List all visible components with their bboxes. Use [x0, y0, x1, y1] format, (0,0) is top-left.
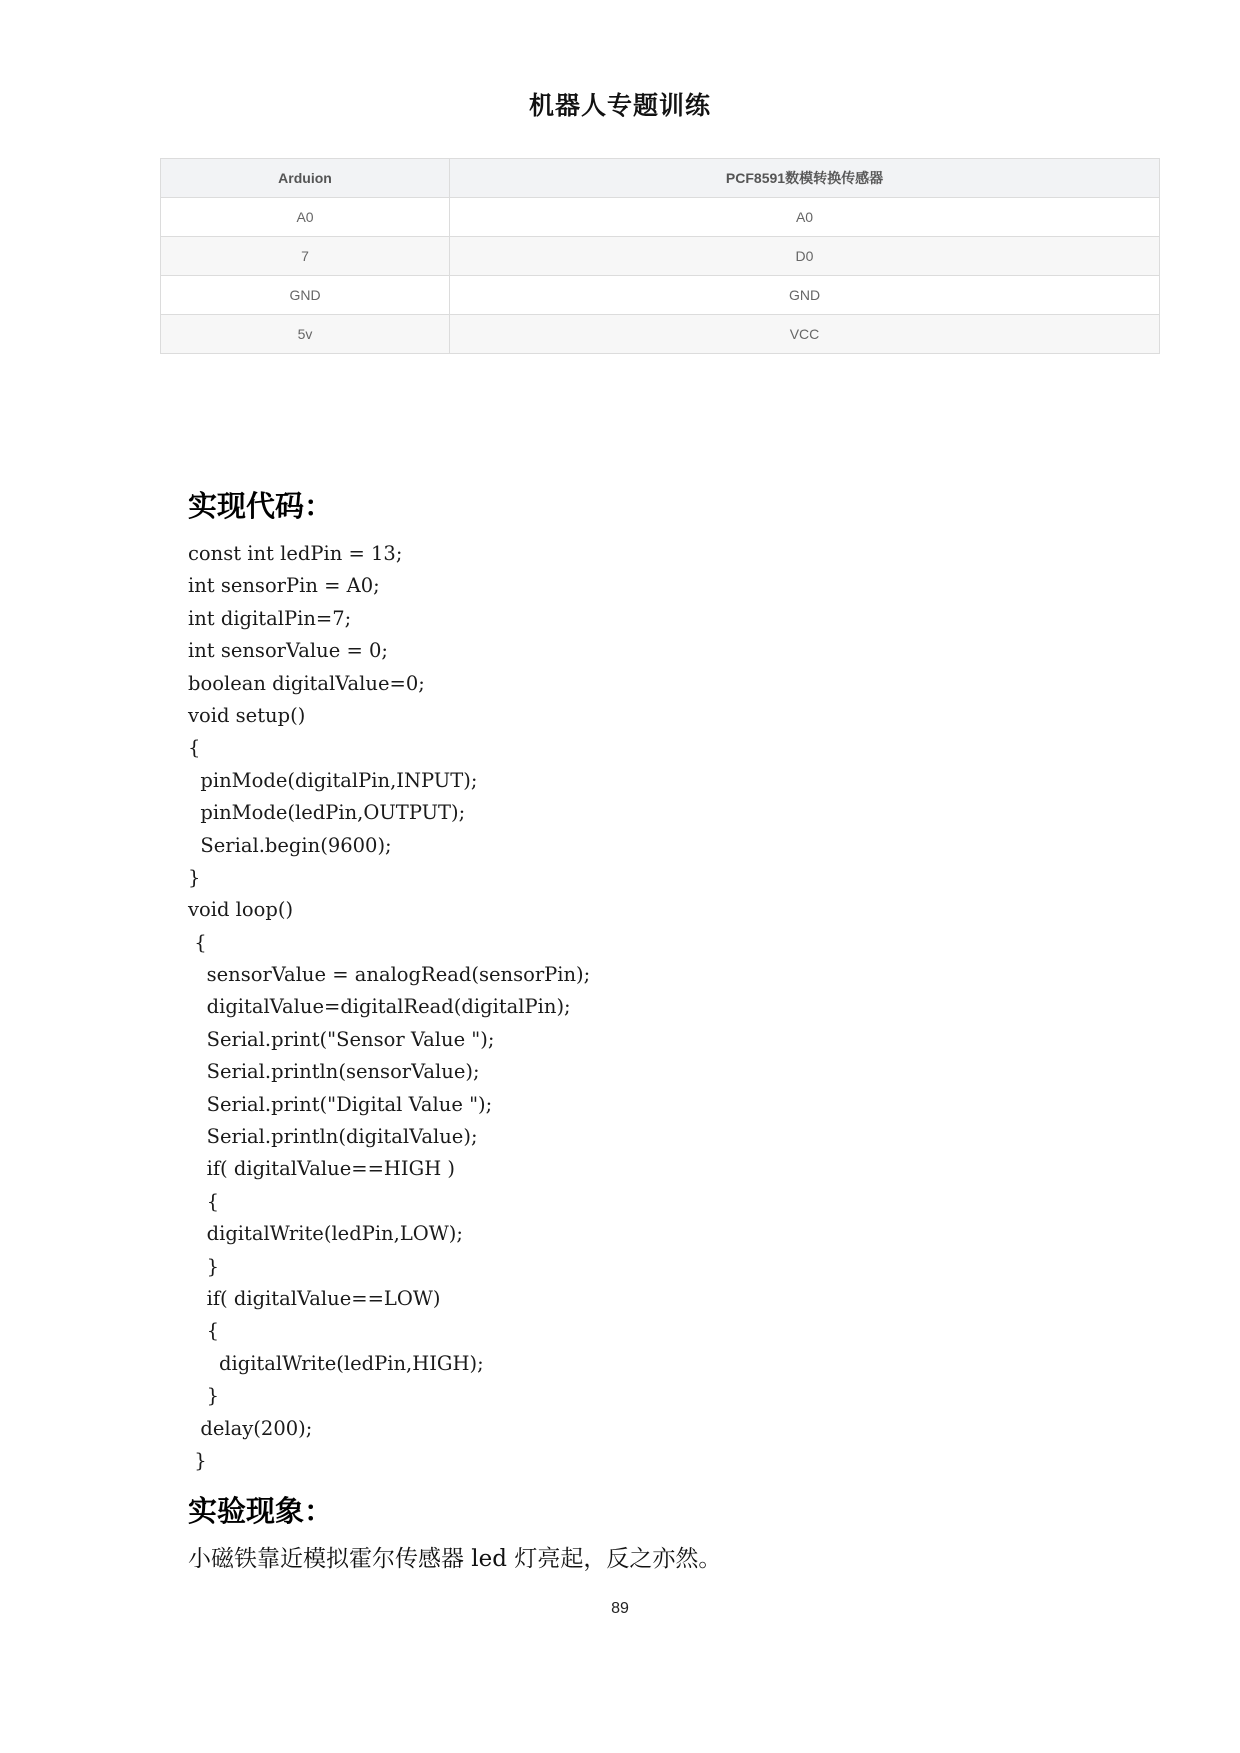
page-number: 89 [611, 1600, 629, 1617]
code-line: Serial.begin(9600); [188, 833, 392, 857]
code-line: int sensorPin = A0; [188, 574, 380, 598]
result-section-heading: 实验现象： [188, 1494, 334, 1528]
code-line: delay(200); [188, 1416, 313, 1440]
table-cell: 7 [161, 237, 450, 276]
code-line: digitalValue=digitalRead(digitalPin); [188, 995, 571, 1019]
code-line: boolean digitalValue=0; [188, 671, 425, 695]
code-line: int digitalPin=7; [188, 606, 352, 630]
table-cell: A0 [161, 198, 450, 237]
code-line: pinMode(digitalPin,INPUT); [188, 768, 478, 792]
code-line: { [188, 930, 207, 954]
code-line: void setup() [188, 703, 306, 727]
page-header-title: 机器人专题训练 [528, 91, 711, 120]
code-line: Serial.println(digitalValue); [188, 1125, 478, 1149]
code-line: } [188, 1448, 207, 1472]
code-line: { [188, 1189, 220, 1213]
table-cell: VCC [450, 315, 1160, 354]
result-description: 小磁铁靠近模拟霍尔传感器 led 灯亮起，反之亦然。 [188, 1546, 722, 1572]
code-line: Serial.print("Sensor Value "); [188, 1027, 495, 1051]
table-row [161, 237, 1160, 276]
code-line: digitalWrite(ledPin,HIGH); [188, 1351, 484, 1375]
code-line: } [188, 1384, 220, 1408]
code-line: if( digitalValue==HIGH ) [188, 1157, 456, 1181]
code-line: } [188, 865, 201, 889]
table-header-arduino: Arduion [161, 159, 450, 198]
table-cell: A0 [450, 198, 1160, 237]
code-line: const int ledPin = 13; [188, 542, 403, 565]
table-cell: 5v [161, 315, 450, 354]
code-section-heading: 实现代码： [188, 489, 334, 523]
code-line: sensorValue = analogRead(sensorPin); [188, 963, 591, 987]
pin-mapping-table [160, 158, 1160, 354]
code-line: int sensorValue = 0; [188, 639, 388, 663]
table-header-sensor: PCF8591数模转换传感器 [450, 159, 1160, 198]
table-row [161, 198, 1160, 237]
table-row [161, 276, 1160, 315]
code-line: Serial.println(sensorValue); [188, 1060, 480, 1084]
table-cell: GND [161, 276, 450, 315]
code-line: pinMode(ledPin,OUTPUT); [188, 801, 466, 825]
code-line: } [188, 1254, 220, 1278]
code-line: if( digitalValue==LOW) [188, 1286, 441, 1310]
table-header-row [161, 159, 1160, 198]
code-line: Serial.print("Digital Value "); [188, 1092, 493, 1116]
table-row [161, 315, 1160, 354]
code-line: { [188, 1319, 220, 1343]
code-line: { [188, 736, 201, 760]
code-block [188, 538, 590, 1477]
table-cell: D0 [450, 237, 1160, 276]
table-cell: GND [450, 276, 1160, 315]
code-line: digitalWrite(ledPin,LOW); [188, 1222, 463, 1246]
code-line: void loop() [188, 898, 294, 922]
